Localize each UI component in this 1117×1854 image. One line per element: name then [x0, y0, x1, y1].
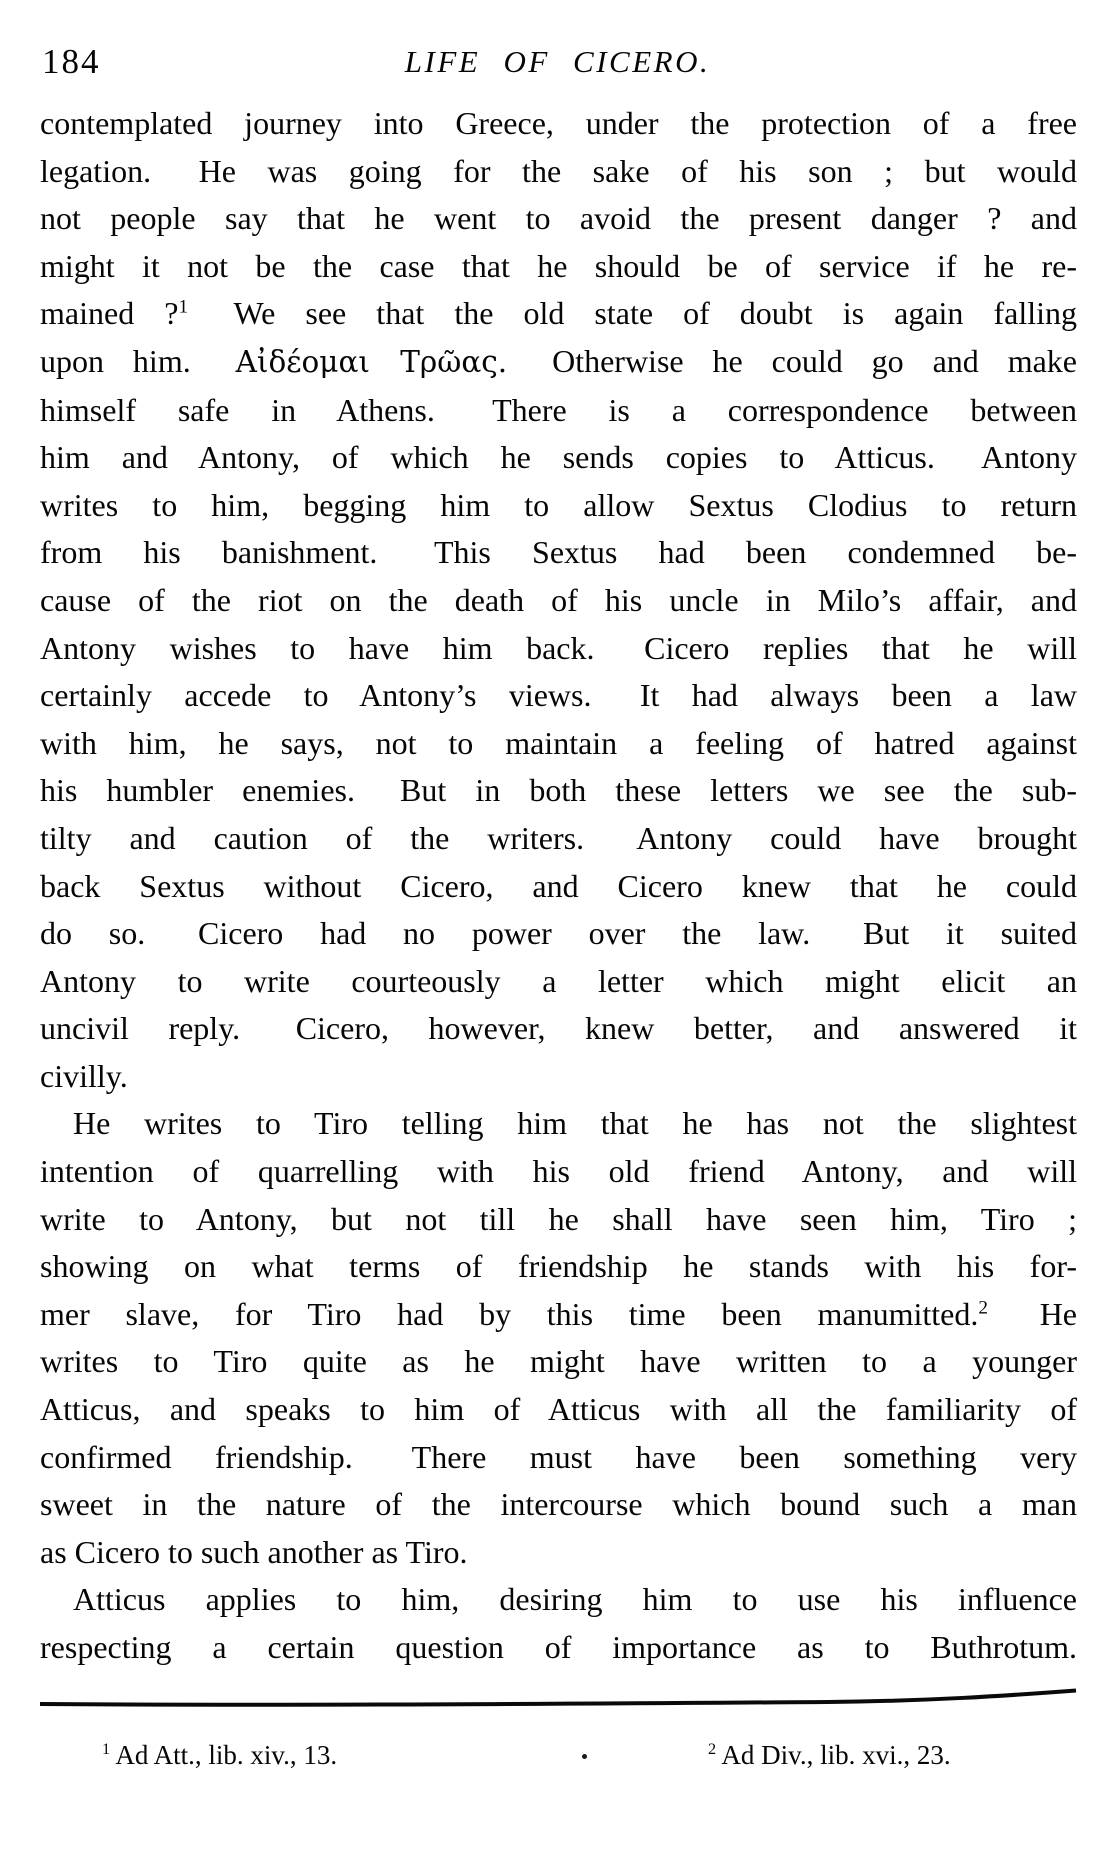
footnotes	[40, 1740, 1077, 1790]
text-line: him and Antony, of which he sends copies to Atticus. Antony	[40, 439, 1077, 476]
text-line: contemplated journey into Greece, under the protection of a free	[40, 105, 1077, 141]
text-line: respecting a certain question of importance as to Buthrotum.	[40, 1629, 1077, 1665]
body-text	[40, 100, 1077, 1672]
text-line: sweet in the nature of the intercourse which bound such a man	[40, 1486, 1077, 1523]
text-line: tilty and caution of the writers. Antony could have brought	[40, 819, 1077, 856]
text-line: certainly accede to Antony’s views. It had always been a law	[40, 677, 1077, 714]
text-line: himself safe in Athens. There is a correspondence between	[40, 391, 1077, 428]
text-line: confirmed friendship. There must have been something very	[40, 1438, 1077, 1475]
text-line: Antony to write courteously a letter which might elicit an	[40, 962, 1077, 999]
footnote-2-marker: 2	[708, 1740, 717, 1758]
footnote-marker: 2	[978, 1297, 988, 1319]
footnote-1-text: Ad Att., lib. xiv., 13.	[115, 1740, 338, 1770]
footnote-2	[708, 1740, 951, 1771]
text-line: Antony wishes to have him back. Cicero replies that he will	[40, 629, 1077, 666]
text-line: not people say that he went to avoid the present danger ? and	[40, 200, 1077, 237]
footnote-rule	[38, 1688, 1080, 1712]
text-line: He writes to Tiro telling him that he has not the slightest	[73, 1105, 1077, 1142]
text-line: Atticus applies to him, desiring him to use his influence	[73, 1581, 1077, 1618]
text-line: as Cicero to such another as Tiro.	[40, 1533, 468, 1570]
text-line: from his banishment. This Sextus had been condemned be-	[40, 534, 1077, 571]
text-line: upon him. Αἰδέομαι Τρῶας. Otherwise he could go and make	[40, 342, 1077, 379]
text-line: with him, he says, not to maintain a feeling of hatred against	[40, 724, 1077, 761]
text-line: showing on what terms of friendship he stands with his for-	[40, 1248, 1077, 1285]
footnote-1-marker: 1	[102, 1740, 111, 1758]
text-line: do so. Cicero had no power over the law. But it suited	[40, 915, 1077, 952]
page-number: 184	[42, 42, 101, 81]
text-line: cause of the riot on the death of his uncle in Milo’s affair, and	[40, 581, 1077, 618]
text-line: mer slave, for Tiro had by this time been manumitted.$^2$ He	[40, 1295, 1078, 1332]
text-line: his humbler enemies. But in both these letters we see the sub-	[40, 772, 1077, 809]
text-line: Atticus, and speaks to him of Atticus with all the familiarity of	[40, 1391, 1077, 1428]
text-line: writes to Tiro quite as he might have written to a younger	[40, 1343, 1077, 1380]
text-line: intention of quarrelling with his old friend Antony, and will	[40, 1153, 1077, 1190]
footnote-1	[102, 1740, 337, 1771]
footnote-2-text: Ad Div., lib. xvi., 23.	[721, 1740, 951, 1770]
footnote-marker: 1	[178, 296, 189, 318]
text-line: mained ?$^1$ We see that the old state of doubt is again falling	[40, 295, 1077, 332]
ink-dot	[582, 1754, 587, 1759]
text-line: back Sextus without Cicero, and Cicero knew that he could	[40, 867, 1077, 904]
page-header	[40, 40, 1075, 92]
text-line: write to Antony, but not till he shall have seen him, Tiro ;	[40, 1200, 1077, 1237]
greek-phrase: Αἰδέομαι Τρῶας.	[235, 344, 508, 379]
text-line: civilly.	[40, 1057, 128, 1094]
text-line: writes to him, begging him to allow Sextus Clodius to return	[40, 486, 1077, 523]
text-line: legation. He was going for the sake of his son ; but would	[40, 152, 1077, 189]
running-title: LIFE OF CICERO.	[404, 44, 711, 79]
text-line: might it not be the case that he should be of service if he re-	[40, 247, 1077, 284]
text-line: uncivil reply. Cicero, however, knew better, and answered it	[40, 1010, 1077, 1047]
